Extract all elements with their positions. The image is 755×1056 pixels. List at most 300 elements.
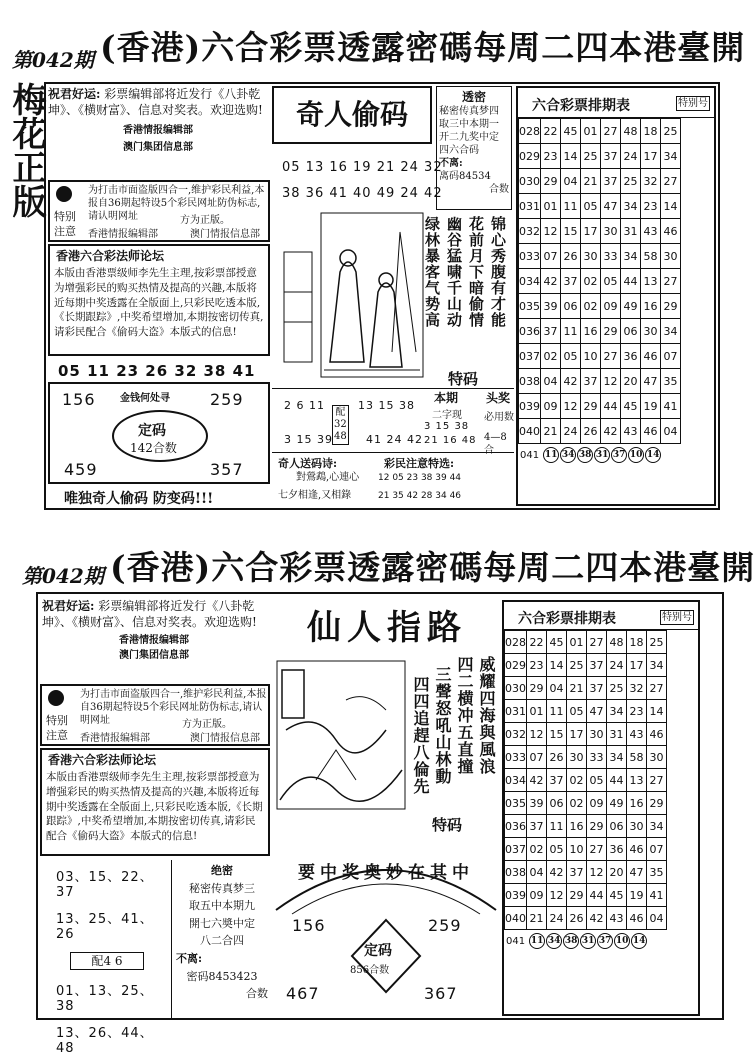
ding-ma-label: 定码 — [138, 423, 166, 439]
last-draw-number: 37 — [611, 447, 627, 463]
table-row — [505, 838, 667, 861]
schedule-table-2 — [502, 600, 700, 1016]
table-row — [519, 144, 681, 169]
benqi-sub: 二字现 — [432, 410, 462, 421]
notice-sign1: 香港情报编辑部 — [123, 125, 193, 137]
table-number-cell: 11 — [547, 815, 567, 838]
poem2-line-1: 威耀四海與風浪 — [477, 656, 496, 775]
table-row — [519, 219, 681, 244]
qiren-nums-1: 05 13 16 19 21 24 32 — [282, 160, 443, 175]
table-number-cell: 42 — [561, 369, 581, 394]
table-number-cell: 46 — [641, 419, 661, 444]
table-number-cell: 42 — [547, 861, 567, 884]
notice-title: 祝君好运: — [48, 87, 101, 101]
table-number-cell: 02 — [581, 269, 601, 294]
table-number-cell: 29 — [567, 884, 587, 907]
table-number-cell: 12 — [527, 723, 547, 746]
pei-right-1: 13 15 38 — [358, 399, 415, 412]
secret-line-1: 秘密传真梦四 — [439, 106, 499, 118]
table-period-cell: 031 — [519, 194, 541, 219]
table-period-cell: 036 — [505, 815, 527, 838]
forum-body: 本版由香港票级师李先生主理,按彩票部授意为增强彩民的购买热情及提高的兴趣,本版将近每期中奖透露在全版面上,只彩民吃透本版,《长期跟踪》,中奖希望增加,本期按密切传真,请彩民配合《偷码大盗》本版式的信息! — [54, 267, 264, 338]
table-period-cell: 039 — [505, 884, 527, 907]
schedule-last-label-1: 041 — [520, 449, 540, 461]
table-number-cell: 02 — [527, 838, 547, 861]
notice-block — [48, 86, 268, 154]
table-number-cell: 16 — [567, 815, 587, 838]
table-number-cell: 27 — [661, 269, 681, 294]
table-number-cell: 34 — [621, 244, 641, 269]
poem-line-3: 幽谷猛啸千山动 — [445, 216, 463, 328]
table-number-cell: 30 — [641, 319, 661, 344]
qiren-poem-l1: 對鶯鵡,心連心 — [296, 472, 360, 483]
pei-center-n1: 32 — [334, 419, 347, 430]
benqi-title: 本期 — [434, 391, 459, 405]
ding-ma-top-right: 259 — [210, 390, 244, 409]
last-draw-number: 37 — [597, 933, 613, 949]
table-period-cell: 034 — [505, 769, 527, 792]
table-number-cell: 47 — [587, 700, 607, 723]
notice-body: 彩票编辑部将近发行《八卦乾坤》、《横财富》、信息对奖表。欢迎选购! — [48, 87, 263, 118]
notice-sign2-2: 澳门集团信息部 — [119, 650, 189, 662]
table-number-cell: 18 — [627, 631, 647, 654]
table-number-cell: 16 — [627, 792, 647, 815]
table-number-cell: 29 — [661, 294, 681, 319]
ding-ma2-sub: 856合数 — [350, 965, 390, 976]
forum-body-2: 本版由香港票级师李先生主理,按彩票部授意为增强彩民的购买热情及提高的兴趣,本版将近每期中奖透露在全版面上,只彩民吃透本版,《长期跟踪》,中奖希望增加,本期按密切传真,请彩民配合《偷码大盗》本版式的信息! — [46, 771, 263, 842]
table-number-cell: 14 — [661, 194, 681, 219]
schedule-title-2: 六合彩票排期表 — [518, 611, 616, 627]
table-number-cell: 45 — [561, 119, 581, 144]
last-draw-number: 31 — [594, 447, 610, 463]
table-number-cell: 14 — [647, 700, 667, 723]
secret-2-line-2: 取五中本期九 — [189, 899, 255, 913]
poem2-line-2: 四二横冲五直撞 — [455, 656, 474, 775]
table-number-cell: 25 — [607, 677, 627, 700]
table-number-cell: 25 — [661, 119, 681, 144]
table-number-cell: 05 — [547, 838, 567, 861]
special-notice-sign-right-2: 澳门情报信息部 — [190, 733, 260, 744]
table-number-cell: 11 — [547, 700, 567, 723]
nums-top-2: 13、25、41、26 — [56, 912, 154, 942]
benqi-line-2: 21 16 48 — [424, 435, 477, 446]
table-number-cell: 47 — [601, 194, 621, 219]
table-period-cell: 038 — [519, 369, 541, 394]
table-number-cell: 42 — [541, 269, 561, 294]
special-notice-sign-right: 澳门情报信息部 — [190, 229, 260, 240]
last-draw-number: 10 — [628, 447, 644, 463]
table-row — [519, 169, 681, 194]
table-period-cell: 032 — [505, 723, 527, 746]
table-number-cell: 12 — [547, 884, 567, 907]
bomb-icon — [56, 186, 72, 202]
ding-ma2-bottom-right: 367 — [424, 984, 458, 1003]
table-period-cell: 037 — [505, 838, 527, 861]
table-number-cell: 20 — [621, 369, 641, 394]
nums-bottom-1: 01、13、25、38 — [56, 984, 154, 1015]
secret-2-line-1: 秘密传真梦三 — [189, 881, 255, 895]
secret-line-2: 取三中本期一 — [439, 119, 499, 131]
notice-sign2: 澳门集团信息部 — [123, 142, 193, 154]
table-number-cell: 07 — [647, 838, 667, 861]
table-row — [519, 394, 681, 419]
table-number-cell: 01 — [527, 700, 547, 723]
table-number-cell: 41 — [661, 394, 681, 419]
table-number-cell: 43 — [641, 219, 661, 244]
table-number-cell: 23 — [627, 700, 647, 723]
special-notice-sign-left: 香港情报编辑部 — [88, 229, 158, 240]
table-number-cell: 09 — [587, 792, 607, 815]
pei-row — [272, 388, 514, 456]
table-period-cell: 030 — [519, 169, 541, 194]
table-number-cell: 37 — [601, 169, 621, 194]
caimin-l2: 21 35 42 28 34 46 — [378, 491, 462, 501]
page-header: (香港)六合彩票透露密碼每周二四本港臺開 — [100, 28, 746, 67]
table-number-cell: 23 — [541, 144, 561, 169]
xianren-title: 仙人指路 — [307, 608, 467, 648]
table-period-cell: 028 — [505, 631, 527, 654]
table-number-cell: 27 — [601, 344, 621, 369]
table-number-cell: 34 — [661, 319, 681, 344]
table-number-cell: 17 — [641, 144, 661, 169]
table-number-cell: 27 — [587, 838, 607, 861]
table-number-cell: 12 — [541, 219, 561, 244]
table-number-cell: 24 — [621, 144, 641, 169]
table-number-cell: 11 — [561, 319, 581, 344]
table-number-cell: 46 — [647, 723, 667, 746]
table-number-cell: 22 — [527, 631, 547, 654]
special-notice-label: 特别注意 — [54, 210, 76, 238]
pei-left-1: 2 6 11 — [284, 399, 325, 412]
schedule-grid-1 — [518, 118, 681, 444]
table-number-cell: 35 — [647, 861, 667, 884]
table-number-cell: 25 — [581, 144, 601, 169]
last-draw-number: 10 — [614, 933, 630, 949]
table-number-cell: 02 — [541, 344, 561, 369]
table-number-cell: 41 — [647, 884, 667, 907]
special-notice-box-2 — [40, 684, 270, 746]
table-period-cell: 033 — [519, 244, 541, 269]
pei-right-2: 41 24 42 — [366, 433, 423, 446]
last-draw-number: 14 — [631, 933, 647, 949]
table-number-cell: 34 — [661, 144, 681, 169]
special-notice-box — [48, 180, 270, 242]
qiren-title: 奇人偷码 — [295, 98, 408, 131]
table-number-cell: 10 — [581, 344, 601, 369]
table-number-cell: 42 — [587, 907, 607, 930]
table-number-cell: 14 — [561, 144, 581, 169]
table-number-cell: 19 — [641, 394, 661, 419]
ding-ma-bottom-right: 357 — [210, 460, 244, 479]
footer-left: 唯独奇人偷码 防变码!!! — [64, 491, 214, 507]
caimin-title: 彩民注意特选: — [384, 457, 455, 470]
table-row — [505, 792, 667, 815]
schedule-badge-1: 特别号 — [678, 98, 708, 109]
table-period-cell: 038 — [505, 861, 527, 884]
table-row — [519, 344, 681, 369]
table-period-cell: 035 — [505, 792, 527, 815]
secret-2-line-4: 八二合四 — [200, 934, 244, 948]
table-row — [519, 119, 681, 144]
ding-ma-box — [48, 382, 270, 484]
benqi-line-1: 3 15 38 — [424, 421, 470, 432]
table-number-cell: 27 — [647, 677, 667, 700]
table-number-cell: 05 — [601, 269, 621, 294]
table-number-cell: 09 — [601, 294, 621, 319]
table-number-cell: 46 — [661, 219, 681, 244]
table-row — [505, 746, 667, 769]
table-number-cell: 31 — [607, 723, 627, 746]
special-notice-sign-left-2: 香港情报编辑部 — [80, 733, 150, 744]
pei-center-n2: 48 — [334, 431, 347, 442]
table-number-cell: 26 — [547, 746, 567, 769]
toujiang-line-1: 必用数 — [484, 412, 514, 423]
table-period-cell: 030 — [505, 677, 527, 700]
issue-number: 第042期 — [12, 48, 94, 72]
schedule-last-row-1 — [518, 444, 714, 466]
table-number-cell: 47 — [627, 861, 647, 884]
special-notice-body-2: 为打击市面盗版四合一,维护彩民利益,本报自36期起特设5个彩民网址防伪标志,请认明网址 — [80, 689, 267, 726]
side-vertical-title: 梅花正版 — [6, 82, 46, 218]
table-number-cell: 32 — [641, 169, 661, 194]
table-number-cell: 17 — [627, 654, 647, 677]
table-number-cell: 37 — [587, 654, 607, 677]
table-number-cell: 44 — [601, 394, 621, 419]
table-number-cell: 37 — [547, 769, 567, 792]
table-period-cell: 035 — [519, 294, 541, 319]
table-number-cell: 27 — [647, 769, 667, 792]
secret-line-3: 开二九奖中定 — [439, 132, 499, 144]
secret-2-line-3: 開七六奬中定 — [189, 916, 255, 930]
table-row — [519, 294, 681, 319]
table-row — [519, 369, 681, 394]
table-number-cell: 12 — [601, 369, 621, 394]
secret-2-buli-label: 不离: — [176, 951, 203, 965]
table-number-cell: 05 — [567, 700, 587, 723]
table-period-cell: 031 — [505, 700, 527, 723]
last-draw-number: 31 — [580, 933, 596, 949]
ding-ma2-top-left: 156 — [292, 916, 326, 935]
table-number-cell: 29 — [541, 169, 561, 194]
poem2-line-3: 三聲怒吼山林動 — [433, 666, 452, 785]
table-number-cell: 30 — [661, 244, 681, 269]
table-number-cell: 22 — [541, 119, 561, 144]
table-period-cell: 040 — [519, 419, 541, 444]
table-number-cell: 09 — [541, 394, 561, 419]
ding-ma-arc-text: 金钱何处寻 — [120, 393, 170, 404]
table-number-cell: 48 — [621, 119, 641, 144]
table-number-cell: 34 — [607, 746, 627, 769]
table-number-cell: 04 — [527, 861, 547, 884]
table-number-cell: 27 — [661, 169, 681, 194]
poem-caimin-row — [272, 452, 514, 508]
table-number-cell: 04 — [561, 169, 581, 194]
secret-title-2: 绝密 — [211, 864, 233, 877]
qiren-title-box — [272, 86, 432, 144]
forum-title: 香港六合彩法师论坛 — [56, 249, 165, 263]
notice-block-2 — [42, 598, 266, 662]
table-number-cell: 30 — [587, 723, 607, 746]
table-number-cell: 17 — [581, 219, 601, 244]
secret-line-4: 四六合码 — [439, 145, 479, 157]
secret-2-heshu: 合数 — [246, 987, 268, 1001]
table-number-cell: 37 — [587, 677, 607, 700]
qiren-poem-title: 奇人送码诗: — [278, 457, 338, 470]
table-number-cell: 43 — [621, 419, 641, 444]
table-row — [505, 769, 667, 792]
pei-center-label: 配 — [335, 407, 346, 418]
schedule-title-1: 六合彩票排期表 — [532, 98, 630, 114]
table-number-cell: 04 — [541, 369, 561, 394]
table-number-cell: 01 — [567, 631, 587, 654]
table-number-cell: 37 — [581, 369, 601, 394]
table-period-cell: 040 — [505, 907, 527, 930]
table-number-cell: 31 — [621, 219, 641, 244]
table-number-cell: 06 — [607, 815, 627, 838]
table-row — [505, 631, 667, 654]
table-number-cell: 36 — [621, 344, 641, 369]
ding-ma-sub: 142合数 — [130, 441, 177, 455]
table-number-cell: 29 — [601, 319, 621, 344]
last-draw-number: 14 — [645, 447, 661, 463]
page-header-2: (香港)六合彩票透露密碼每周二四本港臺開 — [110, 548, 755, 587]
table-number-cell: 44 — [621, 269, 641, 294]
table-number-cell: 45 — [621, 394, 641, 419]
special-notice-sign: 方为正版。 — [180, 215, 230, 226]
table-period-cell: 029 — [519, 144, 541, 169]
table-period-cell: 033 — [505, 746, 527, 769]
table-number-cell: 21 — [567, 677, 587, 700]
table-row — [505, 815, 667, 838]
forum-box — [48, 244, 270, 356]
table-number-cell: 27 — [587, 631, 607, 654]
table-number-cell: 04 — [661, 419, 681, 444]
table-period-cell: 029 — [505, 654, 527, 677]
te-ma-label-2: 特码 — [432, 816, 463, 834]
pei-left-2: 3 15 39 — [284, 433, 333, 446]
table-number-cell: 15 — [561, 219, 581, 244]
table-number-cell: 42 — [527, 769, 547, 792]
table-number-cell: 13 — [627, 769, 647, 792]
qiren-nums-2: 38 36 41 40 49 24 42 — [282, 186, 443, 201]
table-number-cell: 34 — [647, 815, 667, 838]
table-number-cell: 04 — [647, 907, 667, 930]
table-number-cell: 24 — [547, 907, 567, 930]
poem-line-4: 绿林暴客气势高 — [423, 216, 441, 328]
secret-heshu: 合数 — [489, 184, 509, 196]
table-number-cell: 11 — [561, 194, 581, 219]
last-draw-number: 38 — [577, 447, 593, 463]
table-number-cell: 43 — [607, 907, 627, 930]
ding-ma2-bottom-left: 467 — [286, 984, 320, 1003]
schedule-badge-2: 特别号 — [662, 612, 692, 623]
table-number-cell: 58 — [627, 746, 647, 769]
secret-box-2 — [176, 862, 268, 1003]
table-number-cell: 29 — [647, 792, 667, 815]
table-row — [519, 244, 681, 269]
table-row — [505, 723, 667, 746]
table-period-cell: 037 — [519, 344, 541, 369]
table-number-cell: 29 — [581, 394, 601, 419]
table-number-cell: 25 — [647, 631, 667, 654]
notice-body-2: 彩票编辑部将近发行《八卦乾坤》、《横财富》、信息对奖表。欢迎选购! — [42, 599, 257, 630]
table-number-cell: 49 — [621, 294, 641, 319]
table-period-cell: 032 — [519, 219, 541, 244]
table-number-cell: 46 — [641, 344, 661, 369]
table-number-cell: 02 — [567, 792, 587, 815]
table-row — [519, 194, 681, 219]
table-number-cell: 58 — [641, 244, 661, 269]
caimin-l1: 12 05 23 38 39 44 — [378, 473, 462, 483]
table-number-cell: 01 — [541, 194, 561, 219]
table-number-cell: 42 — [601, 419, 621, 444]
ding-ma2-label: 定码 — [364, 943, 392, 959]
table-number-cell: 37 — [541, 319, 561, 344]
table-row — [519, 269, 681, 294]
special-notice-sign-2: 方为正版。 — [182, 719, 232, 730]
table-number-cell: 35 — [661, 369, 681, 394]
table-number-cell: 29 — [587, 815, 607, 838]
table-number-cell: 06 — [621, 319, 641, 344]
table-number-cell: 25 — [567, 654, 587, 677]
poem-line-1: 锦心秀腹有才能 — [489, 216, 507, 328]
secret-box — [436, 86, 512, 210]
last-draw-number: 38 — [563, 933, 579, 949]
table-number-cell: 24 — [607, 654, 627, 677]
table-number-cell: 12 — [561, 394, 581, 419]
table-number-cell: 24 — [561, 419, 581, 444]
bomb-icon-2 — [48, 690, 64, 706]
nums-box-2 — [40, 860, 172, 1056]
table-number-cell: 20 — [607, 861, 627, 884]
qiren-poem-l2: 七夕相逢,又相錄 — [278, 490, 352, 501]
table-number-cell: 05 — [581, 194, 601, 219]
table-number-cell: 18 — [641, 119, 661, 144]
table-number-cell: 23 — [641, 194, 661, 219]
table-number-cell: 06 — [547, 792, 567, 815]
table-number-cell: 16 — [641, 294, 661, 319]
table-number-cell: 30 — [647, 746, 667, 769]
table-row — [505, 654, 667, 677]
secret-title: 透密 — [461, 90, 486, 104]
table-number-cell: 21 — [527, 907, 547, 930]
toujiang-title: 头奖 — [486, 391, 511, 405]
te-ma-label: 特码 — [448, 370, 479, 388]
table-number-cell: 07 — [661, 344, 681, 369]
table-number-cell: 48 — [607, 631, 627, 654]
table-row — [519, 319, 681, 344]
table-number-cell: 45 — [607, 884, 627, 907]
table-number-cell: 34 — [647, 654, 667, 677]
table-row — [505, 907, 667, 930]
table-number-cell: 07 — [541, 244, 561, 269]
table-number-cell: 05 — [587, 769, 607, 792]
table-number-cell: 45 — [547, 631, 567, 654]
table-number-cell: 46 — [627, 838, 647, 861]
table-number-cell: 30 — [627, 815, 647, 838]
table-number-cell: 05 — [561, 344, 581, 369]
table-number-cell: 43 — [627, 723, 647, 746]
schedule-last-label-2: 041 — [506, 935, 526, 947]
table-row — [505, 861, 667, 884]
toujiang-line-2: 4—8合 — [484, 432, 507, 456]
table-number-cell: 44 — [587, 884, 607, 907]
ding-ma2-top-right: 259 — [428, 916, 462, 935]
mountain-illustration — [276, 660, 406, 810]
table-number-cell: 26 — [581, 419, 601, 444]
table-number-cell: 36 — [607, 838, 627, 861]
nums-top-1: 03、15、22、37 — [56, 870, 154, 900]
